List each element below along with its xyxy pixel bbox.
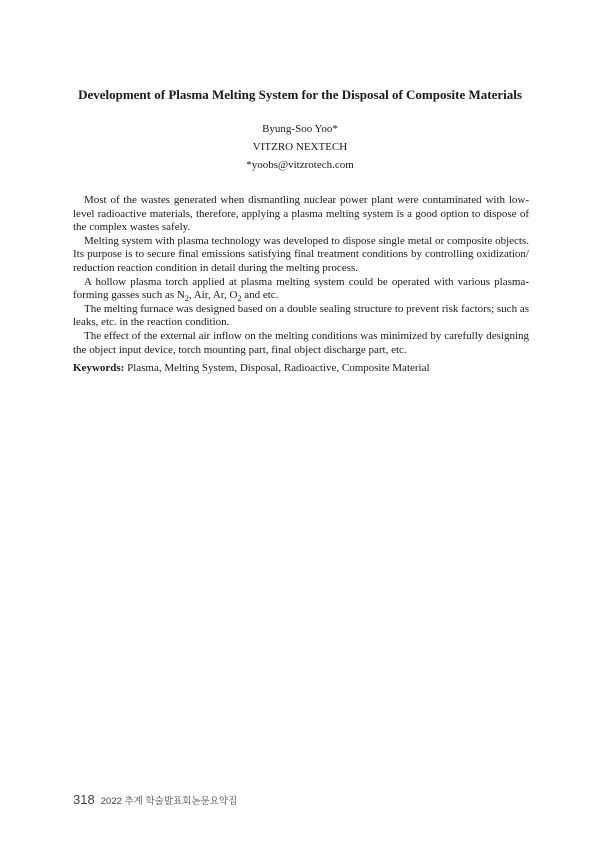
abstract-paragraph: The effect of the external air inflow on the melting conditions was minimized by carefully designing the object input device, torch mounting part, final object discharge part, etc.	[73, 329, 529, 356]
abstract-text: A hollow plasma torch applied at plasma melting system could be operated with various plasma-forming gasses such as N	[73, 275, 529, 302]
keywords	[73, 361, 529, 375]
subscript: 2	[237, 294, 242, 304]
abstract-paragraph: Melting system with plasma technology was developed to dispose single metal or composite objects. Its purpose is to secure final emissions satisfying final treatment conditions by controlling oxidization/ reduction reaction condition in detail during the melting process.	[73, 234, 529, 274]
page-number: 318	[73, 792, 95, 807]
abstract-text: , Air, Ar, O	[188, 289, 238, 302]
subscript: 2	[184, 294, 189, 304]
page-footer	[73, 792, 237, 807]
paper-title: Development of Plasma Melting System for the Disposal of Composite Materials	[78, 87, 522, 102]
abstract-paragraph	[73, 276, 529, 303]
abstract	[73, 194, 529, 357]
author-email: *yoobs@vitzrotech.com	[246, 159, 354, 171]
abstract-paragraph: The melting furnace was designed based on a double sealing structure to prevent risk factors; such as leaks, etc. in the reaction condition.	[73, 302, 529, 329]
keywords-label: Keywords:	[73, 362, 125, 374]
journal-name: 2022 추계 학술발표회논문요약집	[100, 796, 238, 807]
author-name: Byung-Soo Yoo*	[262, 123, 338, 135]
abstract-text: and etc.	[241, 289, 279, 302]
affiliation: VITZRO NEXTECH	[252, 141, 348, 153]
keywords-text: Plasma, Melting System, Disposal, Radioactive, Composite Material	[124, 362, 430, 374]
abstract-paragraph: Most of the wastes generated when dismantling nuclear power plant were contaminated with low-level radioactive materials, therefore, applying a plasma melting system is a good option to dispose of the complex wastes safely.	[73, 194, 529, 234]
